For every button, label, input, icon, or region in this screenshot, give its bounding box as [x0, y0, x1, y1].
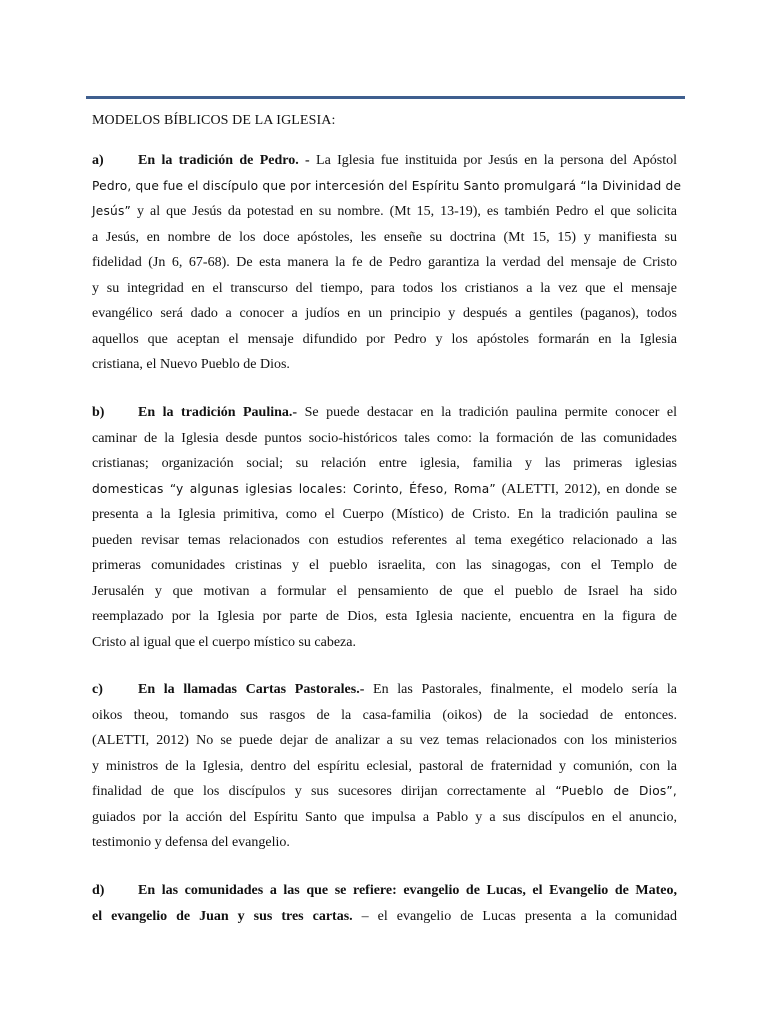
section-b-marker: b) [92, 405, 105, 420]
section-a-line-7: evangélico será dado a conocer a judíos en un principio y después a gentiles (paganos), todos [92, 306, 677, 321]
section-b-line-4 [92, 477, 677, 503]
section-b-text: Se puede destacar en la tradición paulina permite conocer el [297, 405, 677, 420]
section-c-quote: “Pueblo de Dios”, [545, 784, 677, 798]
section-a-text: La Iglesia fue instituida por Jesús en la persona del Apóstol [309, 153, 677, 168]
section-a-line-9: cristiana, el Nuevo Pueblo de Dios. [92, 357, 290, 372]
section-b-text: domesticas [92, 481, 164, 496]
section-a-title: En la tradición de Pedro. - [138, 153, 310, 168]
section-c-marker: c) [92, 682, 103, 697]
section-c-line-7: testimonio y defensa del evangelio. [92, 835, 290, 850]
section-b-line-7: primeras comunidades cristinas y el pueblo israelita, con las sinagogas, con el Templo de [92, 558, 677, 573]
section-d-title-cont: el evangelio de Juan y sus tres cartas. [92, 908, 353, 924]
section-b-line-3: cristianas; organización social; su relación entre iglesia, familia y las primeras iglesias [92, 456, 677, 471]
section-a-quote: Jesús” [92, 204, 132, 218]
header-rule [86, 96, 685, 99]
section-a-quote: “la Divinidad de [576, 178, 682, 193]
section-a-line-2 [92, 174, 682, 200]
section-d-line-2 [92, 904, 677, 930]
section-c-line-4: y ministros de la Iglesia, dentro del espíritu eclesial, pastoral de fraternidad y comunión, con la [92, 758, 677, 774]
section-c-text: En las Pastorales, finalmente, el modelo sería la [364, 682, 677, 697]
section-a-line-3 [92, 199, 677, 225]
section-b-line-1 [92, 400, 677, 426]
section-b [92, 400, 677, 655]
section-d [92, 878, 677, 929]
section-d-title: En las comunidades a las que se refiere: evangelio de Lucas, el Evangelio de Mateo, [138, 883, 677, 898]
section-c-text: finalidad de que los discípulos y sus sucesores dirijan correctamente al [92, 784, 546, 799]
section-c-line-6: guiados por la acción del Espíritu Santo que impulsa a Pablo y a sus discípulos en el anuncio, [92, 809, 677, 825]
section-d-line-1 [92, 878, 677, 904]
section-a-line-5: fidelidad (Jn 6, 67-68). De esta manera la fe de Pedro garantiza la verdad del mensaje de Cristo [92, 255, 677, 270]
section-b-title: En la tradición Paulina.- [138, 405, 298, 420]
page-heading: MODELOS BÍBLICOS DE LA IGLESIA: [92, 113, 336, 128]
section-c-line-1 [92, 677, 677, 703]
section-b-line-5: presenta a la Iglesia primitiva, como el Cuerpo (Místico) de Cristo. En la tradición paulina se [92, 507, 677, 522]
section-a-line-4: a Jesús, en nombre de los doce apóstoles, les enseñe su doctrina (Mt 15, 15) y manifiesta su [92, 229, 677, 245]
section-a-line-8: aquellos que aceptan el mensaje difundido por Pedro y los apóstoles formarán en la Iglesia [92, 331, 677, 347]
section-b-line-8: Jerusalén y que motivan a formular el pensamiento de que el pueblo de Israel ha sido [92, 583, 677, 599]
section-a-marker: a) [92, 153, 104, 168]
section-b-line-6: pueden revisar temas relacionados con estudios referentes al tema exegético relacionado a las [92, 532, 677, 548]
section-b-line-10: Cristo al igual que el cuerpo místico su cabeza. [92, 634, 356, 650]
section-c [92, 677, 677, 856]
section-a-line-1 [92, 148, 677, 174]
section-b-quote: “y algunas iglesias locales: Corinto, Éfeso, Roma” [163, 481, 496, 496]
section-a-text: y al que Jesús da potestad en su nombre. (Mt 15, 13-19), es también Pedro el que solicita [131, 204, 677, 219]
section-c-title: En la llamadas Cartas Pastorales.- [138, 682, 365, 697]
section-c-line-2: oikos theou, tomando sus rasgos de la casa-familia (oikos) de la sociedad de entonces. [92, 707, 677, 723]
section-a [92, 148, 682, 378]
section-a-text: Pedro, que fue el discípulo que por intercesión del Espíritu Santo promulgará [92, 178, 577, 193]
section-d-text: – el evangelio de Lucas presenta a la comunidad [352, 908, 677, 924]
section-c-line-3: (ALETTI, 2012) No se puede dejar de analizar a su vez temas relacionados con los ministerios [92, 733, 677, 748]
section-b-line-2: caminar de la Iglesia desde puntos socio-históricos tales como: la formación de las comunidades [92, 430, 677, 446]
section-a-line-6: y su integridad en el transcurso del tiempo, para todos los cristianos a la vez que el mensaje [92, 280, 677, 296]
section-b-text: (ALETTI, 2012), en donde se [495, 481, 677, 497]
section-d-marker: d) [92, 883, 105, 898]
section-c-line-5 [92, 779, 677, 805]
section-b-line-9: reemplazado por la Iglesia por parte de Dios, esta Iglesia naciente, encuentra en la figura de [92, 609, 677, 624]
